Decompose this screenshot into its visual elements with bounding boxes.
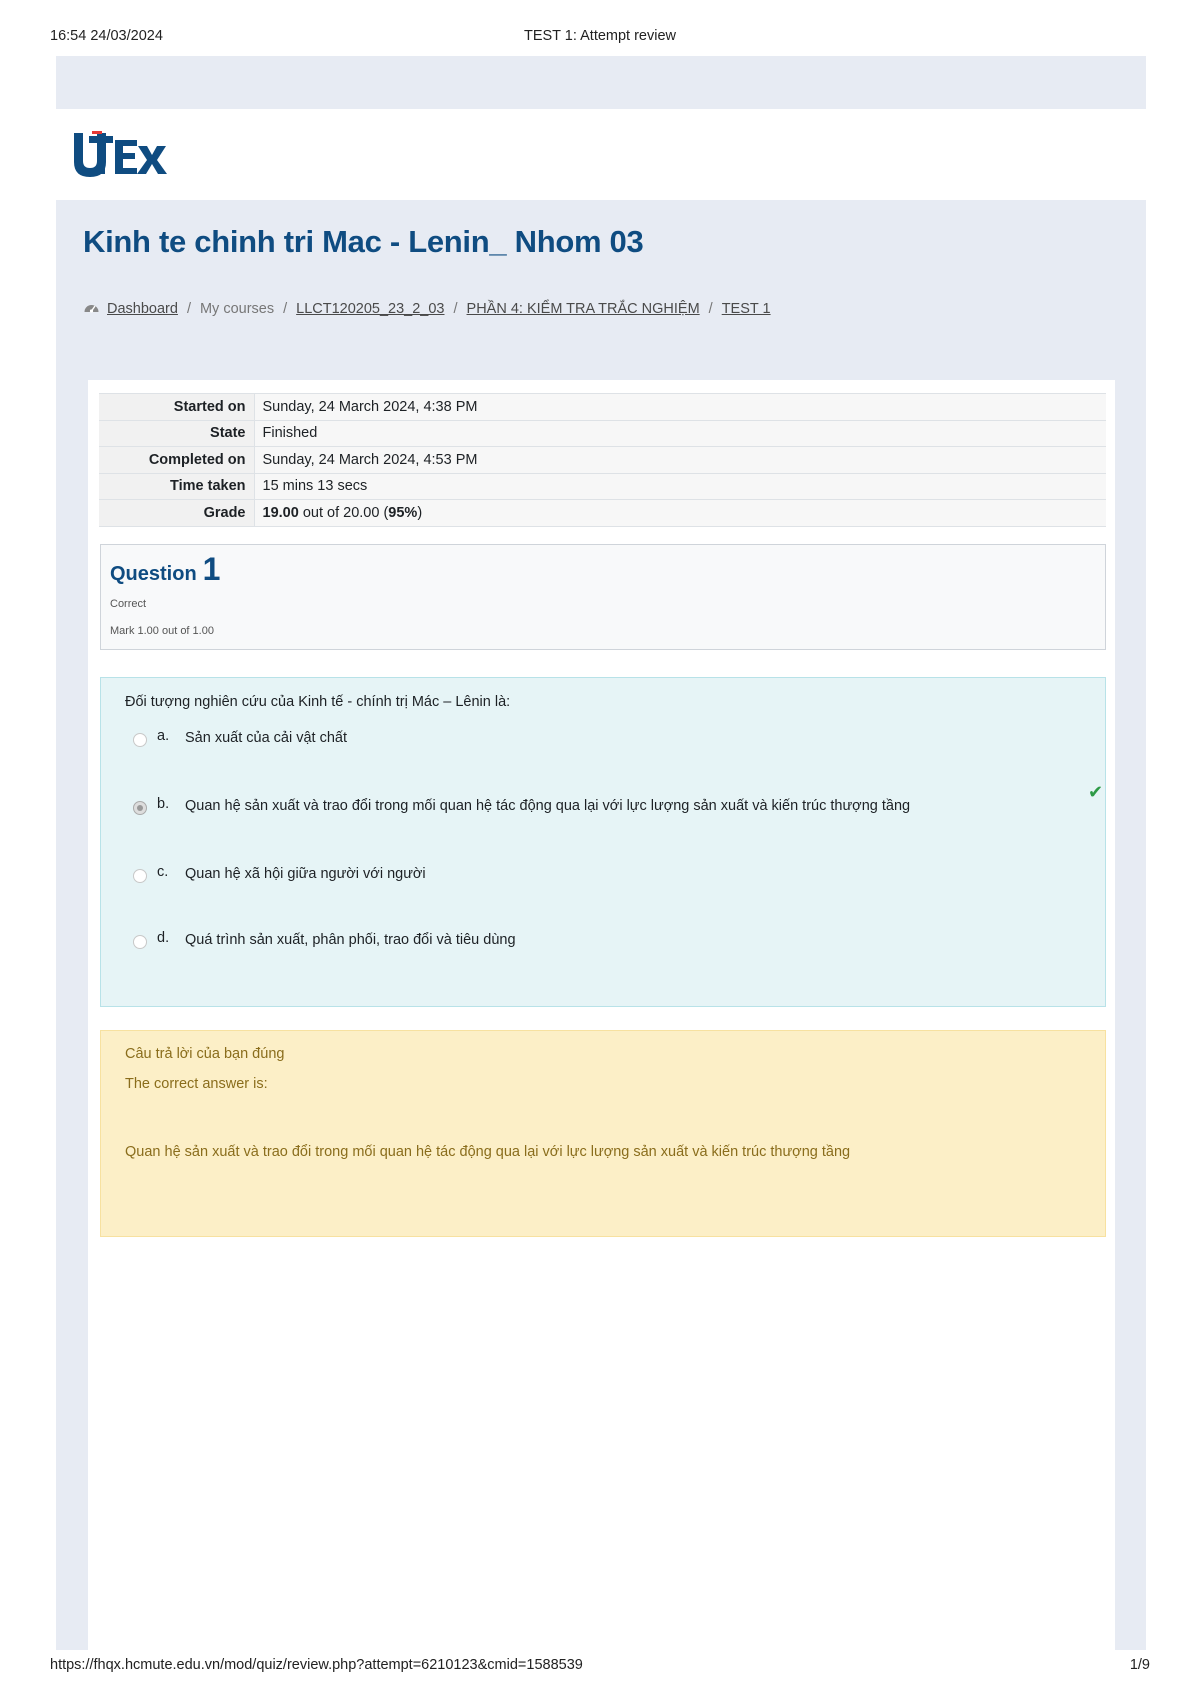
navbar-strip	[56, 56, 1146, 109]
answer-letter: c.	[157, 864, 169, 880]
grade-out-of: out of 20.00 (	[298, 504, 389, 521]
question-heading	[110, 551, 220, 588]
state-label: State	[99, 420, 254, 447]
breadcrumb-test[interactable]: TEST 1	[721, 301, 771, 317]
summary-row-completed	[99, 447, 1106, 474]
radio-button[interactable]	[133, 733, 147, 747]
print-timestamp: 16:54 24/03/2024	[50, 28, 163, 44]
print-url: https://fhqx.hcmute.edu.vn/mod/quiz/review.php?attempt=6210123&cmid=1588539	[50, 1657, 583, 1673]
grade-score: 19.00	[262, 504, 299, 521]
grade-percent: 95%	[388, 504, 418, 521]
print-page-number: 1/9	[1129, 1657, 1150, 1673]
grade-value	[254, 500, 1106, 527]
correct-answer-label: The correct answer is:	[125, 1076, 268, 1092]
summary-row-grade	[99, 500, 1106, 527]
question-mark: Mark 1.00 out of 1.00	[110, 625, 214, 637]
radio-button[interactable]	[133, 935, 147, 949]
breadcrumb-course[interactable]: LLCT120205_23_2_03	[296, 301, 445, 317]
page-title: Kinh te chinh tri Mac - Lenin_ Nhom 03	[83, 224, 644, 259]
utex-logo[interactable]	[72, 130, 172, 180]
radio-button[interactable]	[133, 869, 147, 883]
radio-button-selected[interactable]	[133, 801, 147, 815]
specific-feedback: Câu trả lời của bạn đúng	[125, 1046, 285, 1062]
question-text: Đối tượng nghiên cứu của Kinh tế - chính trị Mác – Lênin là:	[125, 694, 511, 710]
answer-feedback-box	[100, 1030, 1106, 1237]
answer-text: Quá trình sản xuất, phân phối, trao đổi và tiêu dùng	[185, 932, 516, 948]
time-taken-value: 15 mins 13 secs	[254, 473, 1106, 500]
question-label: Question	[110, 563, 197, 585]
question-number: 1	[202, 551, 221, 587]
breadcrumb-separator: /	[453, 301, 458, 317]
grade-close-paren: )	[417, 504, 423, 521]
question-info-box	[100, 544, 1106, 650]
time-taken-label: Time taken	[99, 473, 254, 500]
grade-label: Grade	[99, 500, 254, 527]
dashboard-icon	[83, 300, 107, 318]
attempt-summary-table	[99, 393, 1106, 527]
answer-option-b[interactable]	[133, 782, 1104, 820]
print-footer	[50, 1657, 1150, 1677]
state-value: Finished	[254, 420, 1106, 447]
breadcrumb-separator: /	[283, 301, 288, 317]
answer-option-a[interactable]	[133, 728, 1093, 752]
answer-option-c[interactable]	[133, 864, 1093, 888]
answer-text: Quan hệ xã hội giữa người với người	[185, 866, 426, 882]
question-state: Correct	[110, 598, 147, 610]
summary-row-state	[99, 420, 1106, 447]
answer-letter: a.	[157, 728, 170, 744]
correct-answer-text: Quan hệ sản xuất và trao đổi trong mối quan hệ tác động qua lại với lực lượng sản xuất và kiến trúc thượng tầng	[125, 1144, 851, 1160]
started-value: Sunday, 24 March 2024, 4:38 PM	[254, 394, 1106, 421]
breadcrumb-separator: /	[186, 301, 191, 317]
answer-text: Sản xuất của cải vật chất	[185, 730, 348, 746]
print-page-title: TEST 1: Attempt review	[523, 28, 677, 44]
answer-letter: b.	[157, 796, 170, 812]
breadcrumb-dashboard[interactable]: Dashboard	[107, 301, 178, 317]
summary-row-time	[99, 473, 1106, 500]
started-label: Started on	[99, 394, 254, 421]
answer-letter: d.	[157, 930, 170, 946]
print-header	[50, 28, 1150, 48]
question-formulation	[100, 677, 1106, 1007]
breadcrumb-my-courses: My courses	[199, 301, 275, 317]
check-icon: ✔	[1088, 782, 1104, 802]
answer-text: Quan hệ sản xuất và trao đổi trong mối quan hệ tác động qua lại với lực lượng sản xuất và kiến trúc thượng tầng	[185, 798, 911, 814]
completed-value: Sunday, 24 March 2024, 4:53 PM	[254, 447, 1106, 474]
completed-label: Completed on	[99, 447, 254, 474]
breadcrumb-section[interactable]: PHẦN 4: KIỂM TRA TRẮC NGHIỆM	[466, 301, 700, 317]
breadcrumb	[83, 300, 771, 318]
summary-row-started	[99, 394, 1106, 421]
answer-option-d[interactable]	[133, 930, 1093, 954]
breadcrumb-separator: /	[708, 301, 713, 317]
